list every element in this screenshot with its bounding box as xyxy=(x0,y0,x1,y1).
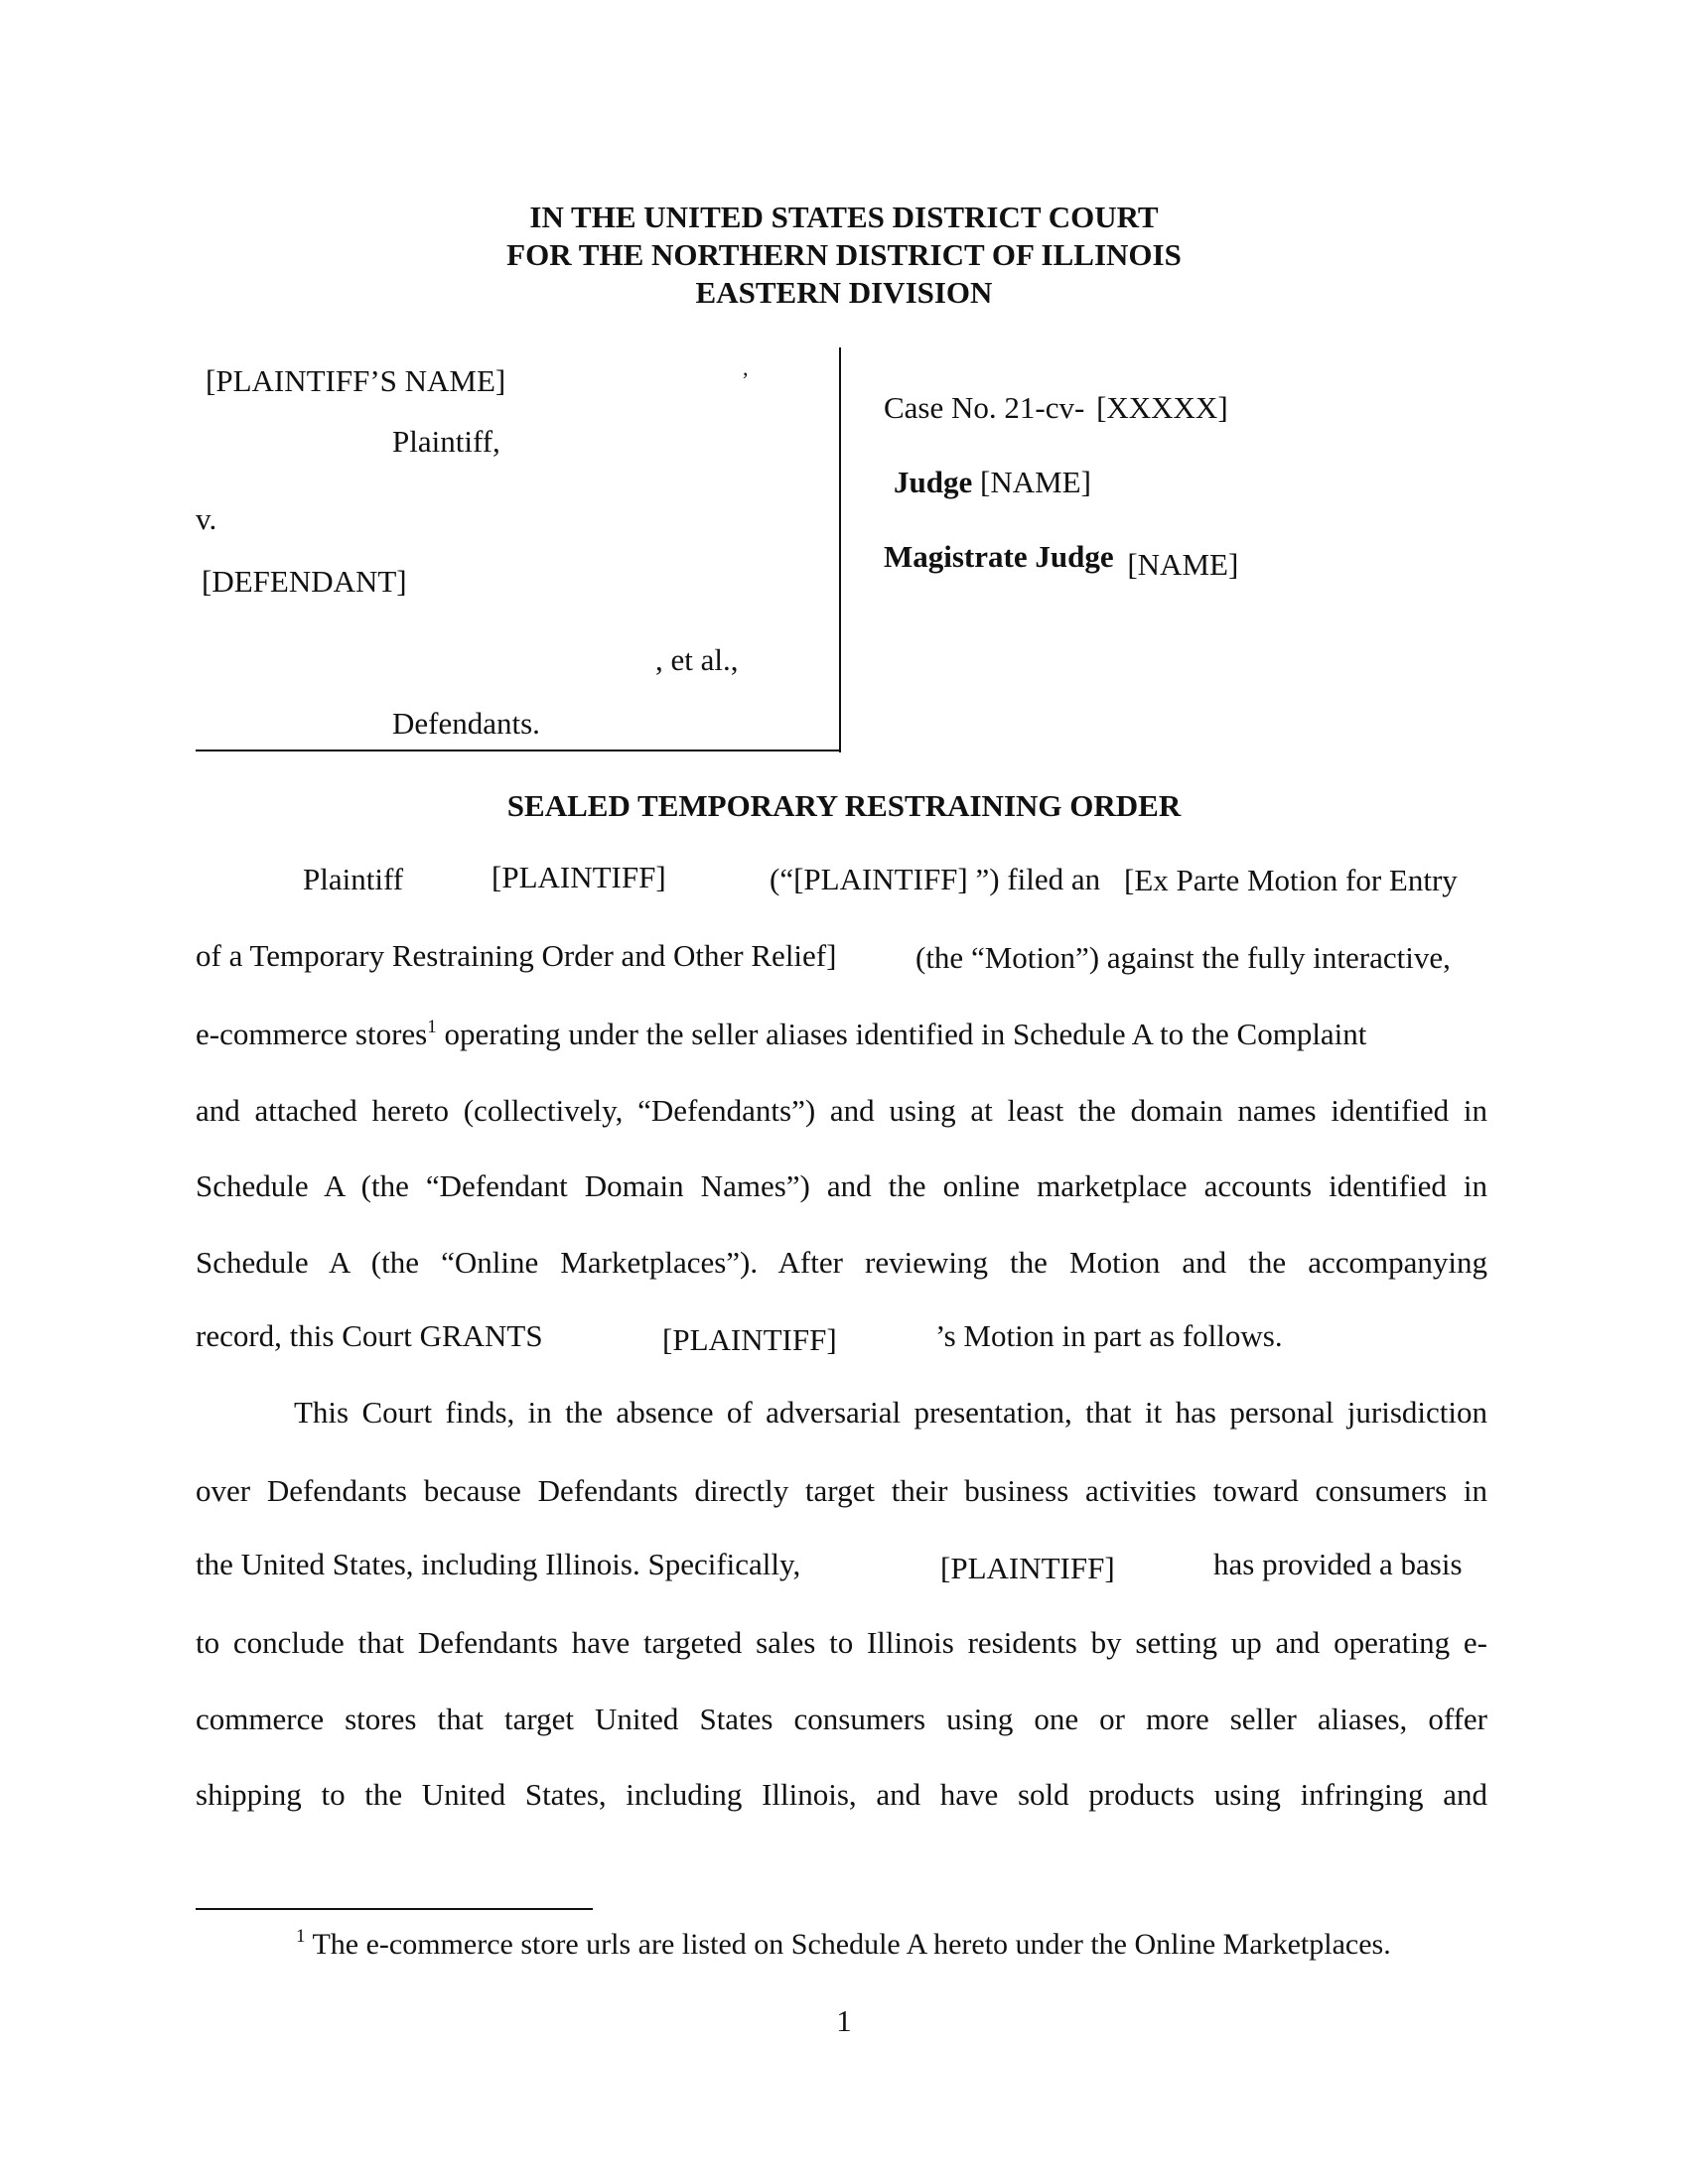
court-header-line-2: FOR THE NORTHERN DISTRICT OF ILLINOIS xyxy=(506,237,1182,272)
footnote-text: The e-commerce store urls are listed on Schedule A hereto under the Online Marketplaces. xyxy=(305,1928,1391,1961)
p1-line-3 xyxy=(196,1015,1487,1054)
p1-line-7-start: record, this Court GRANTS xyxy=(196,1318,543,1353)
footnote-marker: 1 xyxy=(296,1926,306,1947)
case-number-label: Case No. 21-cv- xyxy=(884,390,1085,425)
caption-vertical-rule xyxy=(839,347,841,752)
case-number-value: [XXXXX] xyxy=(1096,390,1228,425)
footnote-rule xyxy=(196,1908,593,1910)
p2-line-1: This Court finds, in the absence of adversarial presentation, that it has personal jurisdiction xyxy=(294,1395,1487,1430)
judge-line xyxy=(894,465,1091,500)
plaintiff-comma: , xyxy=(743,355,749,380)
p1-line-6: Schedule A (the “Online Marketplaces”). After reviewing the Motion and the accompanying xyxy=(196,1245,1487,1280)
p1-plaintiff-placeholder: [PLAINTIFF] xyxy=(492,860,666,894)
p1-plaintiff-word: Plaintiff xyxy=(303,862,404,896)
p1-plaintiff-short-name: (“[PLAINTIFF] ”) filed an xyxy=(770,862,1101,896)
footnote-ref-1: 1 xyxy=(427,1017,437,1037)
p1-motion-title-start: [Ex Parte Motion for Entry xyxy=(1124,863,1458,897)
plaintiff-role: Plaintiff, xyxy=(392,424,500,459)
p1-line-4: and attached hereto (collectively, “Defendants”) and using at least the domain names identified in xyxy=(196,1093,1487,1128)
versus: v. xyxy=(196,501,217,536)
p2-line-2: over Defendants because Defendants directly target their business activities toward consumers in xyxy=(196,1473,1487,1508)
defendants-role: Defendants. xyxy=(392,706,540,741)
court-header-line-3: EASTERN DIVISION xyxy=(695,275,993,310)
magistrate-label: Magistrate Judge xyxy=(884,539,1114,574)
p1-motion-title-end: of a Temporary Restraining Order and Other Relief] xyxy=(196,938,837,973)
p2-line-4: to conclude that Defendants have targeted sales to Illinois residents by setting up and operating e- xyxy=(196,1625,1487,1660)
p2-line-3-end: has provided a basis xyxy=(1213,1547,1463,1581)
p2-line-3-start: the United States, including Illinois. Specifically, xyxy=(196,1547,801,1581)
p1-line-7-end: ’s Motion in part as follows. xyxy=(935,1318,1283,1353)
p1-line-2-rest: (the “Motion”) against the fully interactive, xyxy=(915,940,1451,975)
p1-line-3-start: e-commerce stores xyxy=(196,1017,428,1051)
p1-line-5: Schedule A (the “Defendant Domain Names”) and the online marketplace accounts identified in xyxy=(196,1168,1487,1203)
magistrate-line xyxy=(884,539,1239,582)
footnote xyxy=(296,1928,1391,1962)
p2-line-6: shipping to the United States, including Illinois, and have sold products using infringing and xyxy=(196,1777,1487,1812)
p1-line-7-placeholder: [PLAINTIFF] xyxy=(662,1322,837,1357)
judge-label: Judge xyxy=(894,465,973,499)
case-number xyxy=(884,390,1228,426)
judge-name: [NAME] xyxy=(980,465,1091,499)
defendant-name: [DEFENDANT] xyxy=(202,564,407,599)
page-number: 1 xyxy=(836,2003,852,2038)
p1-line-3-rest: operating under the seller aliases identified in Schedule A to the Complaint xyxy=(436,1017,1367,1051)
p2-line-3-placeholder: [PLAINTIFF] xyxy=(940,1551,1115,1585)
p2-line-5: commerce stores that target United States consumers using one or more seller aliases, offer xyxy=(196,1702,1487,1736)
et-al: , et al., xyxy=(655,642,739,677)
caption-horizontal-rule xyxy=(196,750,841,751)
order-title: SEALED TEMPORARY RESTRAINING ORDER xyxy=(506,788,1182,823)
magistrate-name: [NAME] xyxy=(1127,547,1239,582)
court-header-line-1: IN THE UNITED STATES DISTRICT COURT xyxy=(529,200,1159,234)
plaintiff-name: [PLAINTIFF’S NAME] xyxy=(206,363,506,398)
